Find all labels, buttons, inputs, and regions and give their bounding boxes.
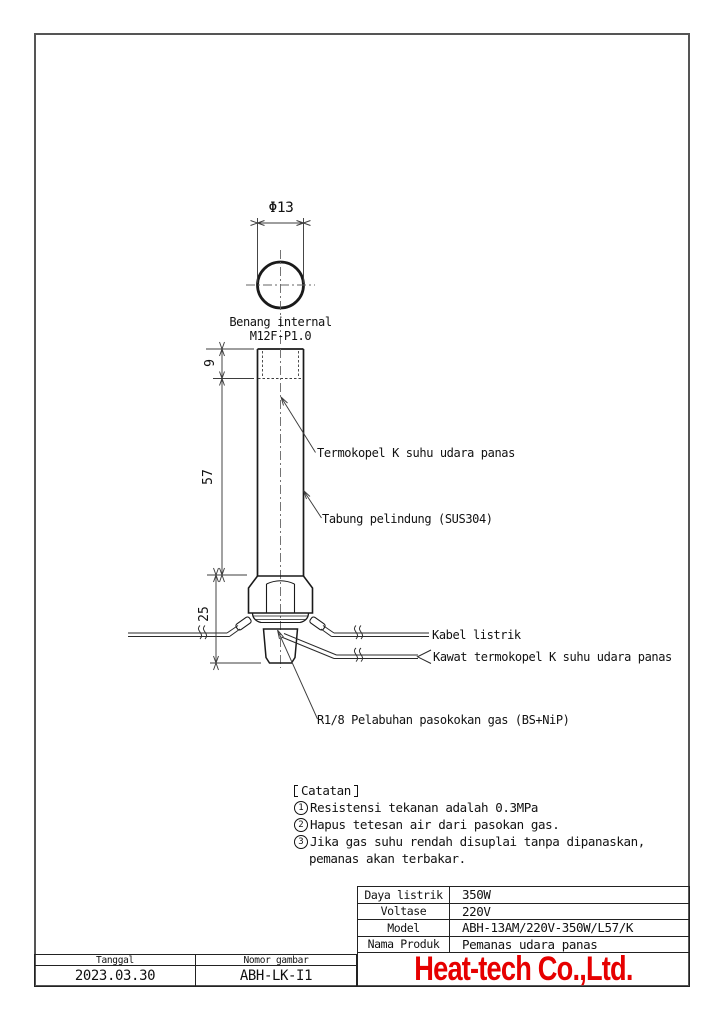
date-value: 2023.03.30 <box>35 966 196 986</box>
circled-number-icon: 1 <box>294 801 308 815</box>
wire-arrowhead <box>418 650 432 664</box>
lead-wires <box>128 626 431 664</box>
callout-thermocouple-wire: Kawat termokopel K suhu udara panas <box>433 650 672 664</box>
spec-label: Nama Produk <box>358 937 450 953</box>
spec-value: Pemanas udara panas <box>462 936 598 952</box>
company-logo-cell <box>358 953 689 986</box>
wire-stub-right <box>309 616 326 631</box>
dim-thread-depth: 9 <box>202 359 218 367</box>
dim-tube-length: 57 <box>200 469 216 485</box>
callout-power-cable: Kabel listrik <box>432 628 521 642</box>
company-logo: Heat-tech Co.,Ltd. <box>414 953 633 986</box>
spec-value: ABH-13AM/220V-350W/L57/K <box>462 920 634 936</box>
notes-title-text: Catatan <box>301 783 351 798</box>
note-item-3 <box>294 833 645 850</box>
note-text: Resistensi tekanan adalah 0.3MPa <box>310 800 539 815</box>
note-item-1 <box>294 799 645 816</box>
wire-stub-left <box>235 616 252 631</box>
spec-label: Voltase <box>358 904 450 920</box>
note-text: pemanas akan terbakar. <box>309 851 466 866</box>
circled-number-icon: 3 <box>294 835 308 849</box>
title-block <box>34 954 357 987</box>
note-text: Jika gas suhu rendah disuplai tanpa dipanaskan, <box>310 834 645 849</box>
front-view-body <box>235 349 326 668</box>
right-bracket-icon <box>354 785 358 797</box>
spec-value: 220V <box>462 903 491 919</box>
table-row <box>358 887 689 904</box>
callout-thermocouple: Termokopel K suhu udara panas <box>317 446 515 460</box>
callout-leaders <box>278 397 322 719</box>
table-row <box>358 937 689 954</box>
callout-gas-port: R1/8 Pelabuhan pasokokan gas (BS+NiP) <box>317 713 570 727</box>
note-item-3-continued <box>294 850 645 867</box>
circled-number-icon: 2 <box>294 818 308 832</box>
spec-label: Model <box>358 920 450 936</box>
thread-label-line1: Benang internal <box>229 315 332 329</box>
notes-title <box>294 782 645 799</box>
note-item-2 <box>294 816 645 833</box>
table-row <box>358 904 689 921</box>
spec-label: Daya listrik <box>358 887 450 903</box>
date-header: Tanggal <box>35 955 196 966</box>
thread-label-line2: M12F-P1.0 <box>249 328 312 343</box>
left-bracket-icon <box>294 785 298 797</box>
notes-block <box>294 782 645 867</box>
spec-value: 350W <box>462 887 491 903</box>
drawing-number-header: Nomor gambar <box>196 955 356 966</box>
spec-table <box>357 886 690 987</box>
drawing-number-value: ABH-LK-I1 <box>239 968 313 984</box>
note-text: Hapus tetesan air dari pasokan gas. <box>310 817 560 832</box>
dim-fitting-length: 25 <box>196 606 212 622</box>
table-row <box>358 920 689 937</box>
callout-protection-tube: Tabung pelindung (SUS304) <box>322 512 493 526</box>
diameter-label: Φ13 <box>268 200 294 216</box>
